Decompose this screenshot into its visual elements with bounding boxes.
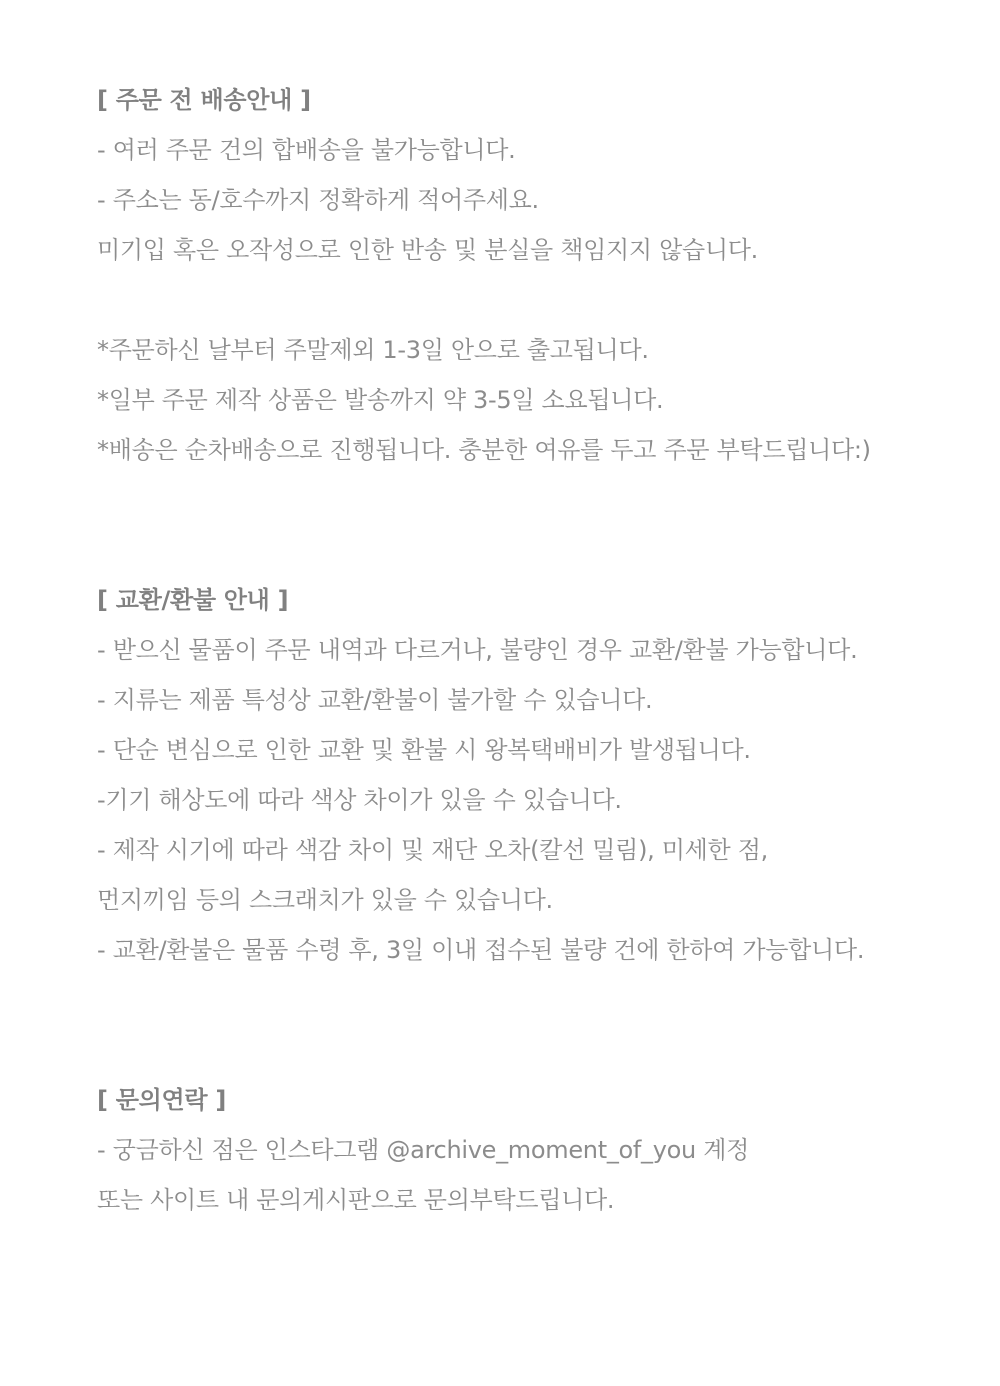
shipping-note: *배송은 순차배송으로 진행됩니다. 충분한 여유를 두고 주문 부탁드립니다:) <box>97 436 871 464</box>
exchange-heading: [ 교환/환불 안내 ] <box>97 586 289 614</box>
shipping-line: - 여러 주문 건의 합배송을 불가능합니다. <box>97 136 516 164</box>
contact-line: - 궁금하신 점은 인스타그램 @archive_moment_of_you 계정 <box>97 1136 750 1164</box>
contact-line: 또는 사이트 내 문의게시판으로 문의부탁드립니다. <box>97 1186 615 1214</box>
shipping-heading: [ 주문 전 배송안내 ] <box>97 86 311 114</box>
exchange-line: - 제작 시기에 따라 색감 차이 및 재단 오차(칼선 밀림), 미세한 점, <box>97 836 768 864</box>
shipping-line: - 주소는 동/호수까지 정확하게 적어주세요. <box>97 186 539 214</box>
exchange-line: 먼지끼임 등의 스크래치가 있을 수 있습니다. <box>97 886 553 914</box>
exchange-line: - 교환/환불은 물품 수령 후, 3일 이내 접수된 불량 건에 한하여 가능합니다. <box>97 936 865 964</box>
shipping-note: *일부 주문 제작 상품은 발송까지 약 3-5일 소요됩니다. <box>97 386 664 414</box>
exchange-line: - 받으신 물품이 주문 내역과 다르거나, 불량인 경우 교환/환불 가능합니다. <box>97 636 858 664</box>
spacer <box>97 475 977 575</box>
exchange-line: - 단순 변심으로 인한 교환 및 환불 시 왕복택배비가 발생됩니다. <box>97 736 751 764</box>
spacer <box>97 975 977 1075</box>
exchange-line: - 지류는 제품 특성상 교환/환불이 불가할 수 있습니다. <box>97 686 653 714</box>
contact-heading: [ 문의연락 ] <box>97 1086 226 1114</box>
notice-content <box>97 75 977 1225</box>
exchange-line: -기기 해상도에 따라 색상 차이가 있을 수 있습니다. <box>97 786 622 814</box>
shipping-line: 미기입 혹은 오작성으로 인한 반송 및 분실을 책임지지 않습니다. <box>97 236 758 264</box>
spacer <box>97 275 977 325</box>
shipping-note: *주문하신 날부터 주말제외 1-3일 안으로 출고됩니다. <box>97 336 649 364</box>
